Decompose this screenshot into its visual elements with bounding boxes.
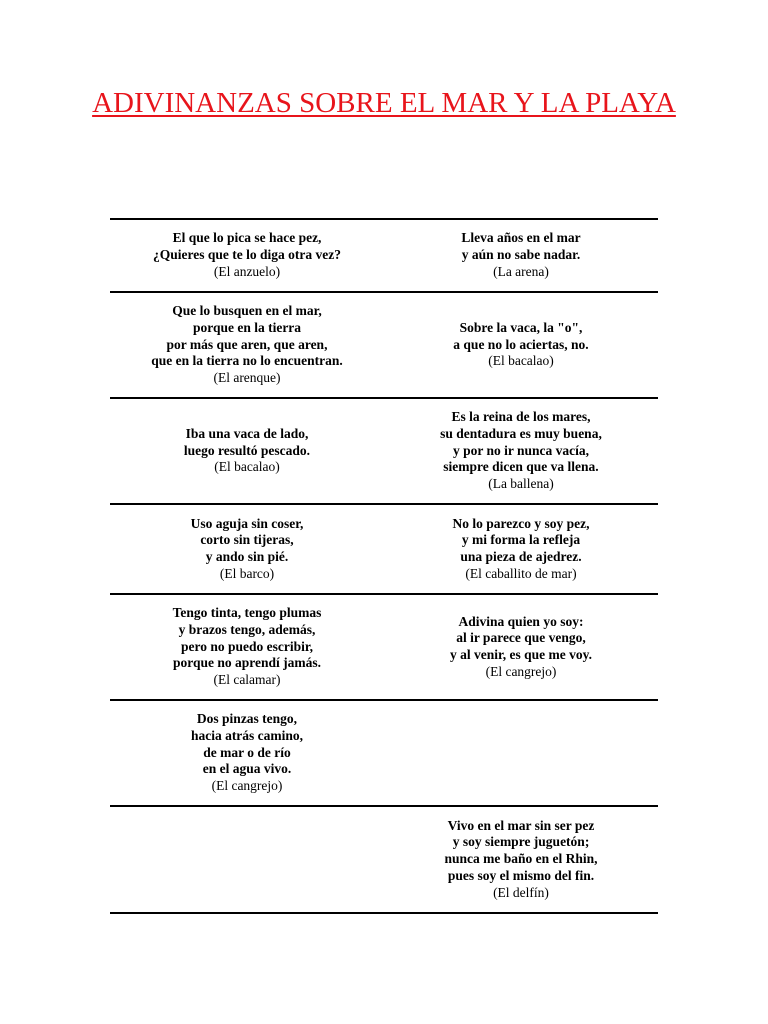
riddle-cell-right <box>384 293 658 397</box>
riddle-line: Es la reina de los mares, <box>451 409 591 425</box>
riddle-line: y soy siempre juguetón; <box>452 834 590 850</box>
table-row <box>110 293 658 399</box>
riddle-cell-right <box>384 807 658 912</box>
riddle-line: Uso aguja sin coser, <box>190 515 304 531</box>
table-row <box>110 399 658 505</box>
riddle-line: al ir parece que vengo, <box>456 630 586 646</box>
riddle-answer: (El caballito de mar) <box>465 565 577 581</box>
riddle-line: su dentadura es muy buena, <box>440 425 602 441</box>
riddle-line: corto sin tijeras, <box>200 532 294 548</box>
riddle-line: porque no aprendí jamás. <box>172 655 322 671</box>
riddle-cell-right <box>384 399 658 503</box>
riddle-cell-left-empty <box>110 807 384 912</box>
riddle-line: ¿Quieres que te lo diga otra vez? <box>153 247 341 263</box>
riddle-line: que en la tierra no lo encuentran. <box>151 353 343 369</box>
riddle-line: una pieza de ajedrez. <box>460 549 582 564</box>
table-row <box>110 220 658 293</box>
riddle-line: por más que aren, que aren, <box>166 336 328 352</box>
riddle-answer: (La ballena) <box>488 476 554 492</box>
riddle-cell-left <box>110 595 384 699</box>
riddle-line: Dos pinzas tengo, <box>196 711 298 727</box>
riddle-line: pues soy el mismo del fin. <box>447 867 595 883</box>
riddle-line: de mar o de río <box>203 744 291 760</box>
riddle-answer: (El cangrejo) <box>211 778 283 794</box>
table-row <box>110 807 658 914</box>
riddle-cell-left <box>110 505 384 593</box>
table-row <box>110 505 658 595</box>
page-title: ADIVINANZAS SOBRE EL MAR Y LA PLAYA <box>92 87 676 119</box>
table-row <box>110 701 658 807</box>
riddle-cell-right <box>384 595 658 699</box>
riddle-line: siempre dicen que va llena. <box>443 459 599 475</box>
table-row <box>110 595 658 701</box>
riddle-line: No lo parezco y soy pez, <box>452 515 590 531</box>
riddle-line: porque en la tierra <box>192 319 302 335</box>
riddle-line: a que no lo aciertas, no. <box>453 336 589 352</box>
riddle-line: Iba una vaca de lado, <box>185 425 309 441</box>
riddle-cell-left <box>110 701 384 805</box>
riddle-line: y al venir, es que me voy. <box>449 647 592 662</box>
riddle-cell-left <box>110 399 384 503</box>
riddle-cell-right <box>384 505 658 593</box>
riddle-line: Sobre la vaca, la "o", <box>459 319 583 335</box>
riddle-answer: (La arena) <box>493 263 549 279</box>
riddle-answer: (El calamar) <box>213 672 281 688</box>
riddle-line: luego resultó pescado. <box>183 442 311 458</box>
riddle-cell-right <box>384 220 658 291</box>
riddle-answer: (El barco) <box>219 565 275 581</box>
riddle-answer: (El delfín) <box>493 884 549 900</box>
riddle-cell-left <box>110 220 384 291</box>
riddle-line: El que lo pica se hace pez, <box>172 230 322 246</box>
riddle-line: y aún no sabe nadar. <box>461 247 581 263</box>
riddle-line: Adivina quien yo soy: <box>458 613 584 629</box>
riddle-line: y mi forma la refleja <box>461 532 581 548</box>
riddle-line: nunca me baño en el Rhin, <box>444 851 598 867</box>
riddle-answer: (El bacalao) <box>488 353 554 369</box>
riddle-line: Lleva años en el mar <box>461 230 581 246</box>
riddle-cell-right-empty <box>384 701 658 805</box>
riddle-line: hacia atrás camino, <box>190 727 304 743</box>
riddle-line: y brazos tengo, además, <box>178 621 316 637</box>
riddle-line: pero no puedo escribir, <box>180 638 313 654</box>
riddle-line: en el agua vivo. <box>202 761 292 777</box>
riddle-line: Que lo busquen en el mar, <box>172 303 322 319</box>
riddle-cell-left <box>110 293 384 397</box>
riddle-answer: (El bacalao) <box>214 459 280 475</box>
riddle-line: y ando sin pié. <box>205 549 289 564</box>
riddle-answer: (El cangrejo) <box>485 663 557 679</box>
riddle-line: Vivo en el mar sin ser pez <box>447 817 595 833</box>
riddle-line: Tengo tinta, tengo plumas <box>172 605 322 621</box>
riddle-answer: (El anzuelo) <box>213 263 281 279</box>
riddle-table <box>110 218 658 914</box>
riddle-answer: (El arenque) <box>213 370 281 386</box>
riddle-line: y por no ir nunca vacía, <box>452 442 590 458</box>
